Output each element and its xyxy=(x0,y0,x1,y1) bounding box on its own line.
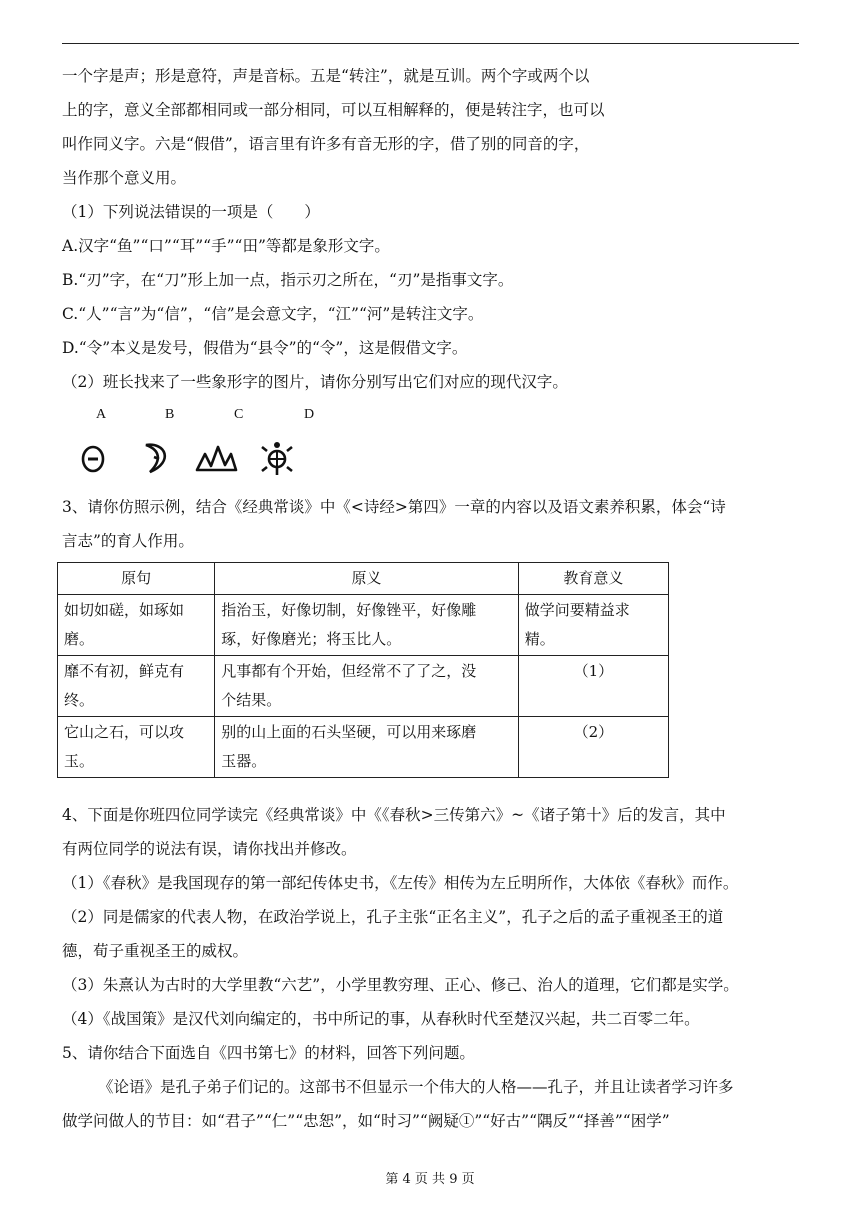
column-header: 教育意义 xyxy=(518,563,668,595)
glyph-label-d: D xyxy=(304,407,315,422)
intro-line: 一个字是声；形是意符，声是音标。五是“转注”，就是互训。两个字或两个以 xyxy=(62,67,590,85)
statement-1: （1）《春秋》是我国现存的第一部纪传体史书，《左传》相传为左丘明所作，大体依《春秋》而作。 xyxy=(62,874,739,892)
answer-blank-2[interactable]: （2） xyxy=(518,717,668,778)
glyph-label-c: C xyxy=(234,407,244,422)
table-cell: 靡不有初，鲜克有 终。 xyxy=(58,656,215,717)
passage-line: 《论语》是孔子弟子们记的。这部书不但显示一个伟大的人格——孔子，并且让读者学习许多 xyxy=(98,1078,734,1096)
moon-glyph-icon xyxy=(140,440,176,476)
question-stem: （1）下列说法错误的一项是（ ） xyxy=(62,203,320,221)
question-5-stem: 5、请你结合下面选自《四书第七》的材料，回答下列问题。 xyxy=(62,1044,475,1062)
statement-2: （2）同是儒家的代表人物，在政治学说上，孔子主张“正名主义”，孔子之后的孟子重视圣王的道 xyxy=(62,908,724,926)
question-4-stem: 4、下面是你班四位同学读完《经典常谈》中《《春秋>三传第六》~《诸子第十》后的发言，其中 xyxy=(62,806,726,824)
turtle-glyph-icon xyxy=(258,440,296,478)
table-header-row xyxy=(58,563,669,595)
table-row xyxy=(58,595,669,656)
glyph-label-b: B xyxy=(165,407,175,422)
table-row xyxy=(58,717,669,778)
question-stem: （2）班长找来了一些象形字的图片，请你分别写出它们对应的现代汉字。 xyxy=(62,373,568,391)
header-rule xyxy=(62,43,799,44)
option-c: C.“人”“言”为“信”，“信”是会意文字，“江”“河”是转注文字。 xyxy=(62,305,484,323)
table-cell: 指治玉，好像切制，好像锉平，好像雕 琢，好像磨光；将玉比人。 xyxy=(215,595,518,656)
table-cell: 如切如磋，如琢如 磨。 xyxy=(58,595,215,656)
passage-line: 做学问做人的节目：如“君子”“仁”“忠恕”，如“时习”“阙疑①”“好古”“隅反”“择善”“困学” xyxy=(62,1112,670,1130)
answer-blank-1[interactable]: （1） xyxy=(518,656,668,717)
question-3-stem: 3、请你仿照示例，结合《经典常谈》中《<诗经>第四》一章的内容以及语文素养积累，体会“诗 xyxy=(62,498,726,516)
statement-2-cont: 德，荀子重视圣王的威权。 xyxy=(62,942,249,960)
question-4-stem: 有两位同学的说法有误，请你找出并修改。 xyxy=(62,840,357,858)
table-row xyxy=(58,656,669,717)
option-d: D.“令”本义是发号，假借为“县令”的“令”，这是假借文字。 xyxy=(62,339,468,357)
table-cell: 凡事都有个开始，但经常不了了之，没 个结果。 xyxy=(215,656,518,717)
comparison-table xyxy=(57,562,669,778)
table-cell: 做学问要精益求 精。 xyxy=(518,595,668,656)
intro-line: 当作那个意义用。 xyxy=(62,169,187,187)
question-3-stem: 言志”的育人作用。 xyxy=(62,532,194,550)
page-footer: 第 4 页 共 9 页 xyxy=(385,1172,475,1187)
statement-3: （3）朱熹认为古时的大学里教“六艺”，小学里教穷理、正心、修己、治人的道理，它们都是实学。 xyxy=(62,976,739,994)
intro-line: 上的字，意义全部都相同或一部分相同，可以互相解释的，便是转注字，也可以 xyxy=(62,101,605,119)
option-a: A.汉字“鱼”“口”“耳”“手”“田”等都是象形文字。 xyxy=(62,237,390,255)
column-header: 原句 xyxy=(58,563,215,595)
glyph-label-a: A xyxy=(96,407,107,422)
option-b: B.“刃”字，在“刀”形上加一点，指示刃之所在，“刃”是指事文字。 xyxy=(62,271,514,289)
table-cell: 它山之石，可以攻 玉。 xyxy=(58,717,215,778)
mountain-glyph-icon xyxy=(194,440,238,476)
table-cell: 别的山上面的石头坚硬，可以用来琢磨 玉器。 xyxy=(215,717,518,778)
column-header: 原义 xyxy=(215,563,518,595)
statement-4: （4）《战国策》是汉代刘向编定的，书中所记的事，从春秋时代至楚汉兴起，共二百零二年。 xyxy=(62,1010,700,1028)
intro-line: 叫作同义字。六是“假借”，语言里有许多有音无形的字，借了别的同音的字， xyxy=(62,135,590,153)
sun-glyph-icon xyxy=(78,440,108,476)
